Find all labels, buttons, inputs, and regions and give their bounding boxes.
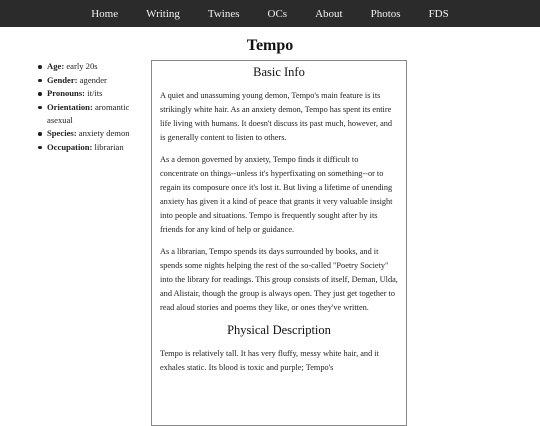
info-item-species — [36, 127, 146, 140]
bio-paragraph: A quiet and unassuming young demon, Tempo's main feature is its strikingly white hair. As an anxiety demon, Tempo has spent its entire life living with humans. It doesn't discuss its past much, however, and is generally content to listen to others. — [160, 91, 393, 142]
info-label: Pronouns: — [47, 88, 86, 98]
info-value: agender — [77, 74, 107, 85]
bio-paragraph: As a demon governed by anxiety, Tempo finds it difficult to concentrate on things--unless it's hyperfixating on something--or to regain its composure once it's lost it. But living a lifetime of unending anxiety has given it a kind of peace that grants it very valuable insight into people and situations. Tempo is frequently sought after by its friends for any kind of help or guidance. — [160, 155, 393, 234]
info-label: Occupation: — [47, 141, 93, 152]
bullet-icon — [38, 132, 42, 136]
info-item-orientation — [36, 101, 146, 127]
nav-photos[interactable]: Photos — [370, 7, 401, 20]
bullet-icon — [38, 92, 42, 96]
bio-content-box — [151, 60, 407, 426]
nav-about[interactable]: About — [315, 7, 343, 20]
info-label: Species: — [47, 128, 77, 138]
bullet-icon — [38, 146, 42, 150]
info-item-gender — [36, 74, 146, 87]
nav-home[interactable]: Home — [91, 7, 119, 20]
nav-ocs[interactable]: OCs — [267, 7, 288, 20]
info-label: Gender: — [47, 74, 78, 85]
info-item-age — [36, 60, 146, 73]
physical-paragraph: Tempo is relatively tall. It has very fluffy, messy white hair, and it exhales static. Its blood is toxic and purple; Tempo's — [160, 349, 379, 372]
info-label: Orientation: — [47, 101, 93, 112]
top-navbar — [0, 0, 540, 27]
bio-paragraph: As a librarian, Tempo spends its days surrounded by books, and it spends some nights helping the rest of the so-called "Poetry Society" into the library for readings. This group consists of itself, Deman, Ulda, and Alistair, though the group is always open. They just get together to read aloud stories and poems they like, or ones they've written. — [160, 247, 398, 312]
page-title: Tempo — [246, 37, 294, 54]
nav-fds[interactable]: FDS — [428, 7, 449, 20]
info-item-occupation — [36, 141, 146, 154]
physical-description-heading: Physical Description — [227, 323, 331, 337]
info-value: anxiety demon — [76, 128, 130, 138]
nav-twines[interactable]: Twines — [207, 7, 240, 20]
bullet-icon — [38, 65, 42, 69]
basic-info-heading: Basic Info — [253, 65, 305, 79]
bullet-icon — [38, 79, 42, 83]
nav-writing[interactable]: Writing — [146, 7, 180, 20]
info-item-pronouns — [36, 87, 146, 100]
bullet-icon — [38, 106, 42, 110]
info-value: it/its — [85, 88, 103, 98]
character-info-list — [36, 60, 146, 154]
info-value: aromantic asexual — [47, 101, 130, 125]
info-value: early 20s — [64, 61, 98, 71]
info-label: Age: — [47, 61, 65, 71]
info-value: librarian — [92, 141, 124, 152]
